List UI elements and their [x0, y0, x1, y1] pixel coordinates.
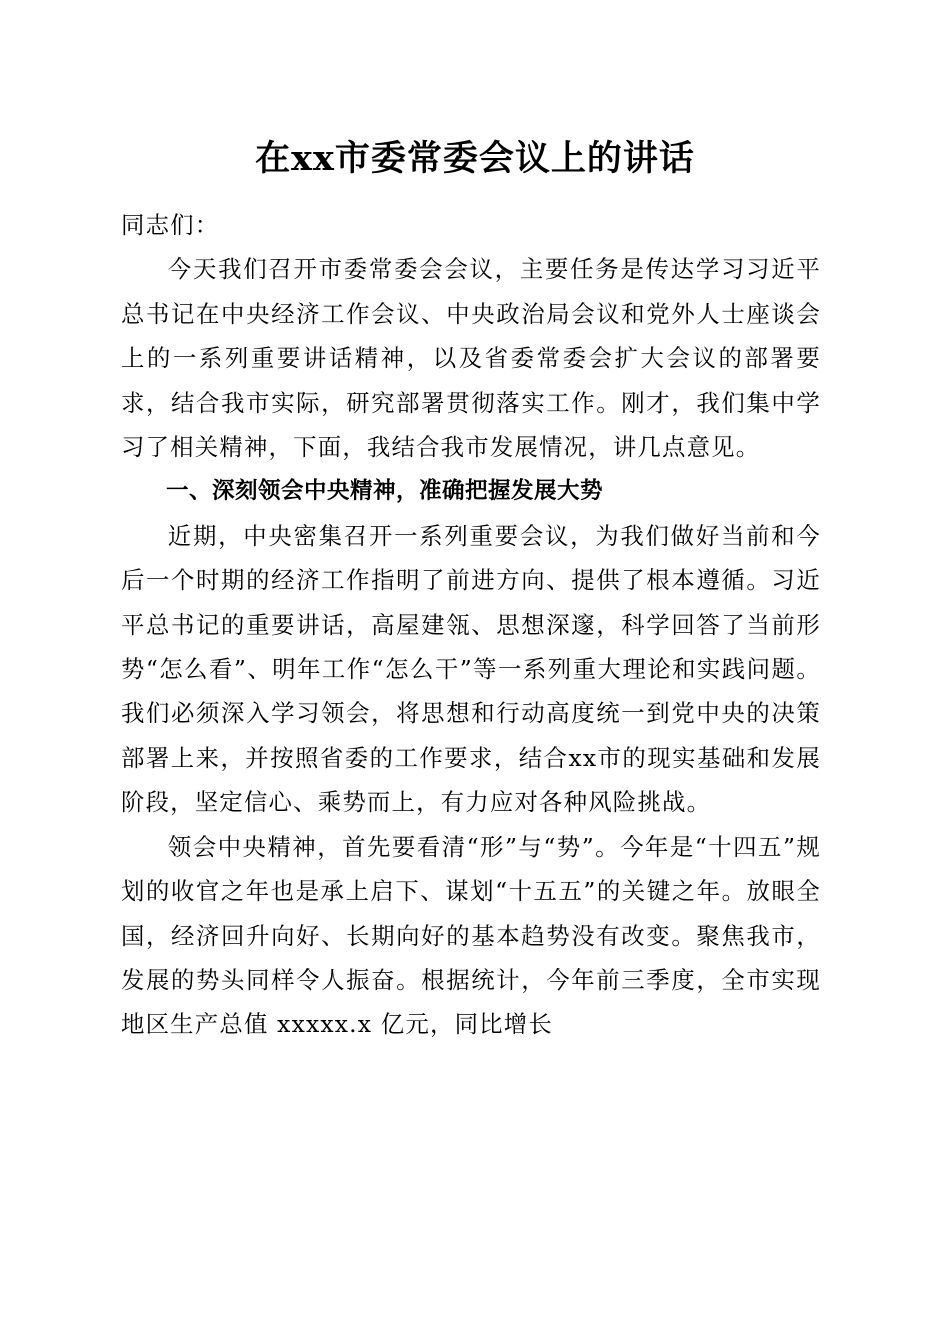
- document-title: 在xx市委常委会议上的讲话: [255, 138, 695, 179]
- section-heading-1: 一、深刻领会中央精神，准确把握发展大势: [166, 478, 604, 505]
- paragraph-section1-1: 近期，中央密集召开一系列重要会议，为我们做好当前和今后一个时期的经济工作指明了前进方向、提供了根本遵循。习近平总书记的重要讲话，高屋建瓴、思想深邃，科学回答了当前形势“怎么看”、明年工作“怎么干”等一系列重大理论和实践问题。我们必须深入学习领会，将思想和行动高度统一到党中央的决策部署上来，并按照省委的工作要求，结合xx市的现实基础和发展阶段，坚定信心、乘势而上，有力应对各种风险挑战。: [121, 521, 821, 817]
- document-body: [121, 203, 821, 1047]
- salutation: 同志们：: [121, 211, 220, 239]
- paragraph-intro: 今天我们召开市委常委会会议，主要任务是传达学习习近平总书记在中央经济工作会议、中央政治局会议和党外人士座谈会上的一系列重要讲话精神，以及省委常委会扩大会议的部署要求，结合我市实际，研究部署贯彻落实工作。刚才，我们集中学习了相关精神，下面，我结合我市发展情况，讲几点意见。: [121, 255, 821, 462]
- paragraph-section1-2: 领会中央精神，首先要看清“形”与“势”。今年是“十四五”规划的收官之年也是承上启下、谋划“十五五”的关键之年。放眼全国，经济回升向好、长期向好的基本趋势没有改变。聚焦我市，发展的势头同样令人振奋。根据统计，今年前三季度，全市实现地区生产总值 xxxxx.x 亿元，同比增长: [121, 832, 821, 1039]
